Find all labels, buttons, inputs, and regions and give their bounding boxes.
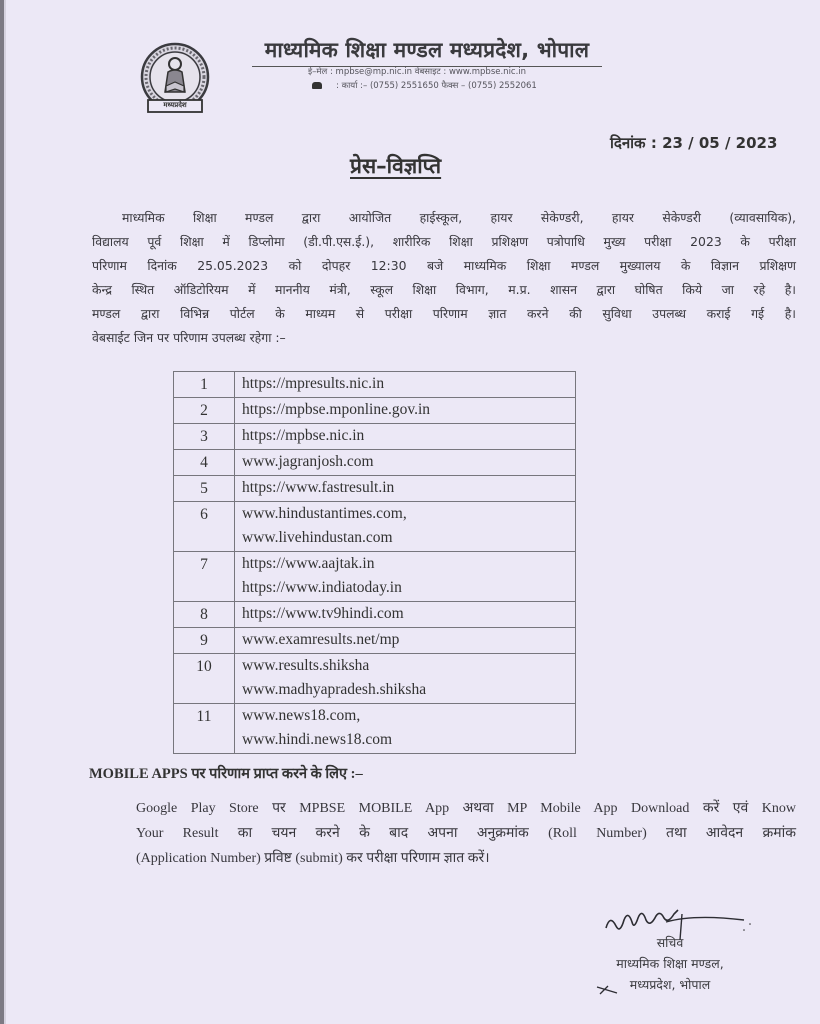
row-number: 4 (174, 450, 235, 476)
website-link[interactable]: https://www.tv9hindi.com (242, 605, 404, 622)
table-row (174, 372, 576, 398)
body-line: मण्डल द्वारा विभिन्न पोर्टल के माध्यम से परीक्षा परिणाम ज्ञात करने की सुविधा उपलब्ध कराई गई है। (92, 306, 796, 321)
row-number: 7 (174, 552, 235, 602)
table-row (174, 476, 576, 502)
date-line (610, 133, 777, 153)
table-row (174, 502, 576, 552)
table-row (174, 552, 576, 602)
page-edge-highlight (4, 0, 6, 1024)
date-value: 23 / 05 / 2023 (662, 134, 778, 152)
table-row (174, 654, 576, 704)
website-link[interactable]: www.madhyapradesh.shiksha (242, 681, 427, 698)
contact-phone-text: : कार्या :– (0755) 2551650 फैक्स – (0755) 2552061 (336, 81, 537, 91)
mobile-line: Your Result का चयन करने के बाद अपना अनुक्रमांक (Roll Number) तथा आवेदन क्रमांक (136, 826, 796, 841)
body-line: माध्यमिक शिक्षा मण्डल द्वारा आयोजित हाईस्कूल, हायर सेकेण्डरी, हायर सेकेण्डरी (व्यावसायिक), (122, 210, 796, 225)
website-link[interactable]: https://mpresults.nic.in (242, 375, 385, 392)
date-label: दिनांक (610, 134, 646, 152)
website-link[interactable]: https://www.aajtak.in (242, 555, 375, 572)
telephone-icon (312, 82, 322, 89)
row-number: 2 (174, 398, 235, 424)
body-paragraph (92, 206, 796, 350)
row-number: 5 (174, 476, 235, 502)
org-title: माध्यमिक शिक्षा मण्डल मध्यप्रदेश, भोपाल (252, 36, 602, 67)
mobile-line: Google Play Store पर MPBSE MOBILE App अथवा MP Mobile App Download करें एवं Know (136, 801, 796, 816)
contact-email-line: ई–मेल : mpbse@mp.nic.in वेबसाइट : www.mpbse.nic.in (308, 67, 527, 77)
table-row (174, 450, 576, 476)
signature-stroke-icon (596, 980, 618, 990)
table-row (174, 628, 576, 654)
row-number: 8 (174, 602, 235, 628)
row-number: 3 (174, 424, 235, 450)
website-link[interactable]: www.examresults.net/mp (242, 631, 400, 648)
date-separator: : (650, 134, 663, 152)
mobile-apps-heading: MOBILE APPS पर परिणाम प्राप्त करने के लिए :– (89, 766, 363, 782)
website-link[interactable]: https://www.indiatoday.in (242, 579, 402, 596)
row-number: 6 (174, 502, 235, 552)
body-line: विद्यालय पूर्व शिक्षा में डिप्लोमा (डी.पी.एस.ई.), शारीरिक शिक्षा प्रशिक्षण पत्रोपाधि मुख्य परीक्षा 2023 के परीक्षा (92, 234, 796, 249)
website-link[interactable]: www.livehindustan.com (242, 529, 393, 546)
website-link[interactable]: www.results.shiksha (242, 657, 370, 674)
signatory-org-line2: मध्यप्रदेश, भोपाल (629, 977, 711, 992)
seal-label: मध्यप्रदेश (163, 101, 187, 109)
table-row (174, 602, 576, 628)
table-row (174, 424, 576, 450)
press-release-title: प्रेस–विज्ञप्ति (350, 154, 442, 178)
signatory-designation: सचिव (656, 935, 684, 950)
row-number: 10 (174, 654, 235, 704)
website-link[interactable]: www.hindi.news18.com (242, 731, 393, 748)
website-link[interactable]: www.news18.com, (242, 707, 361, 724)
mobile-line: (Application Number) प्रविष्ट (submit) कर परीक्षा परिणाम ज्ञात करें। (136, 851, 490, 866)
row-number: 1 (174, 372, 235, 398)
body-line: केन्द्र स्थित ऑडिटोरियम में माननीय मंत्री, स्कूल शिक्षा विभाग, म.प्र. शासन द्वारा घोषित किये जा रहे है। (92, 282, 796, 297)
body-line: वेबसाईट जिन पर परिणाम उपलब्ध रहेगा :– (92, 330, 286, 345)
contact-phone-line (312, 80, 537, 91)
website-link[interactable]: https://mpbse.mponline.gov.in (242, 401, 431, 418)
mobile-apps-paragraph (136, 796, 796, 871)
website-link[interactable]: https://mpbse.nic.in (242, 427, 365, 444)
table-row (174, 704, 576, 754)
table-row (174, 398, 576, 424)
signatory-org-line1: माध्यमिक शिक्षा मण्डल, (616, 956, 724, 971)
websites-table (173, 371, 576, 754)
body-line: परिणाम दिनांक 25.05.2023 को दोपहर 12:30 बजे माध्यमिक शिक्षा मण्डल मुख्यालय के विज्ञान प्रशिक्षण (92, 258, 796, 273)
website-link[interactable]: www.jagranjosh.com (242, 453, 374, 470)
row-number: 11 (174, 704, 235, 754)
website-link[interactable]: www.hindustantimes.com, (242, 505, 407, 522)
website-link[interactable]: https://www.fastresult.in (242, 479, 395, 496)
row-number: 9 (174, 628, 235, 654)
